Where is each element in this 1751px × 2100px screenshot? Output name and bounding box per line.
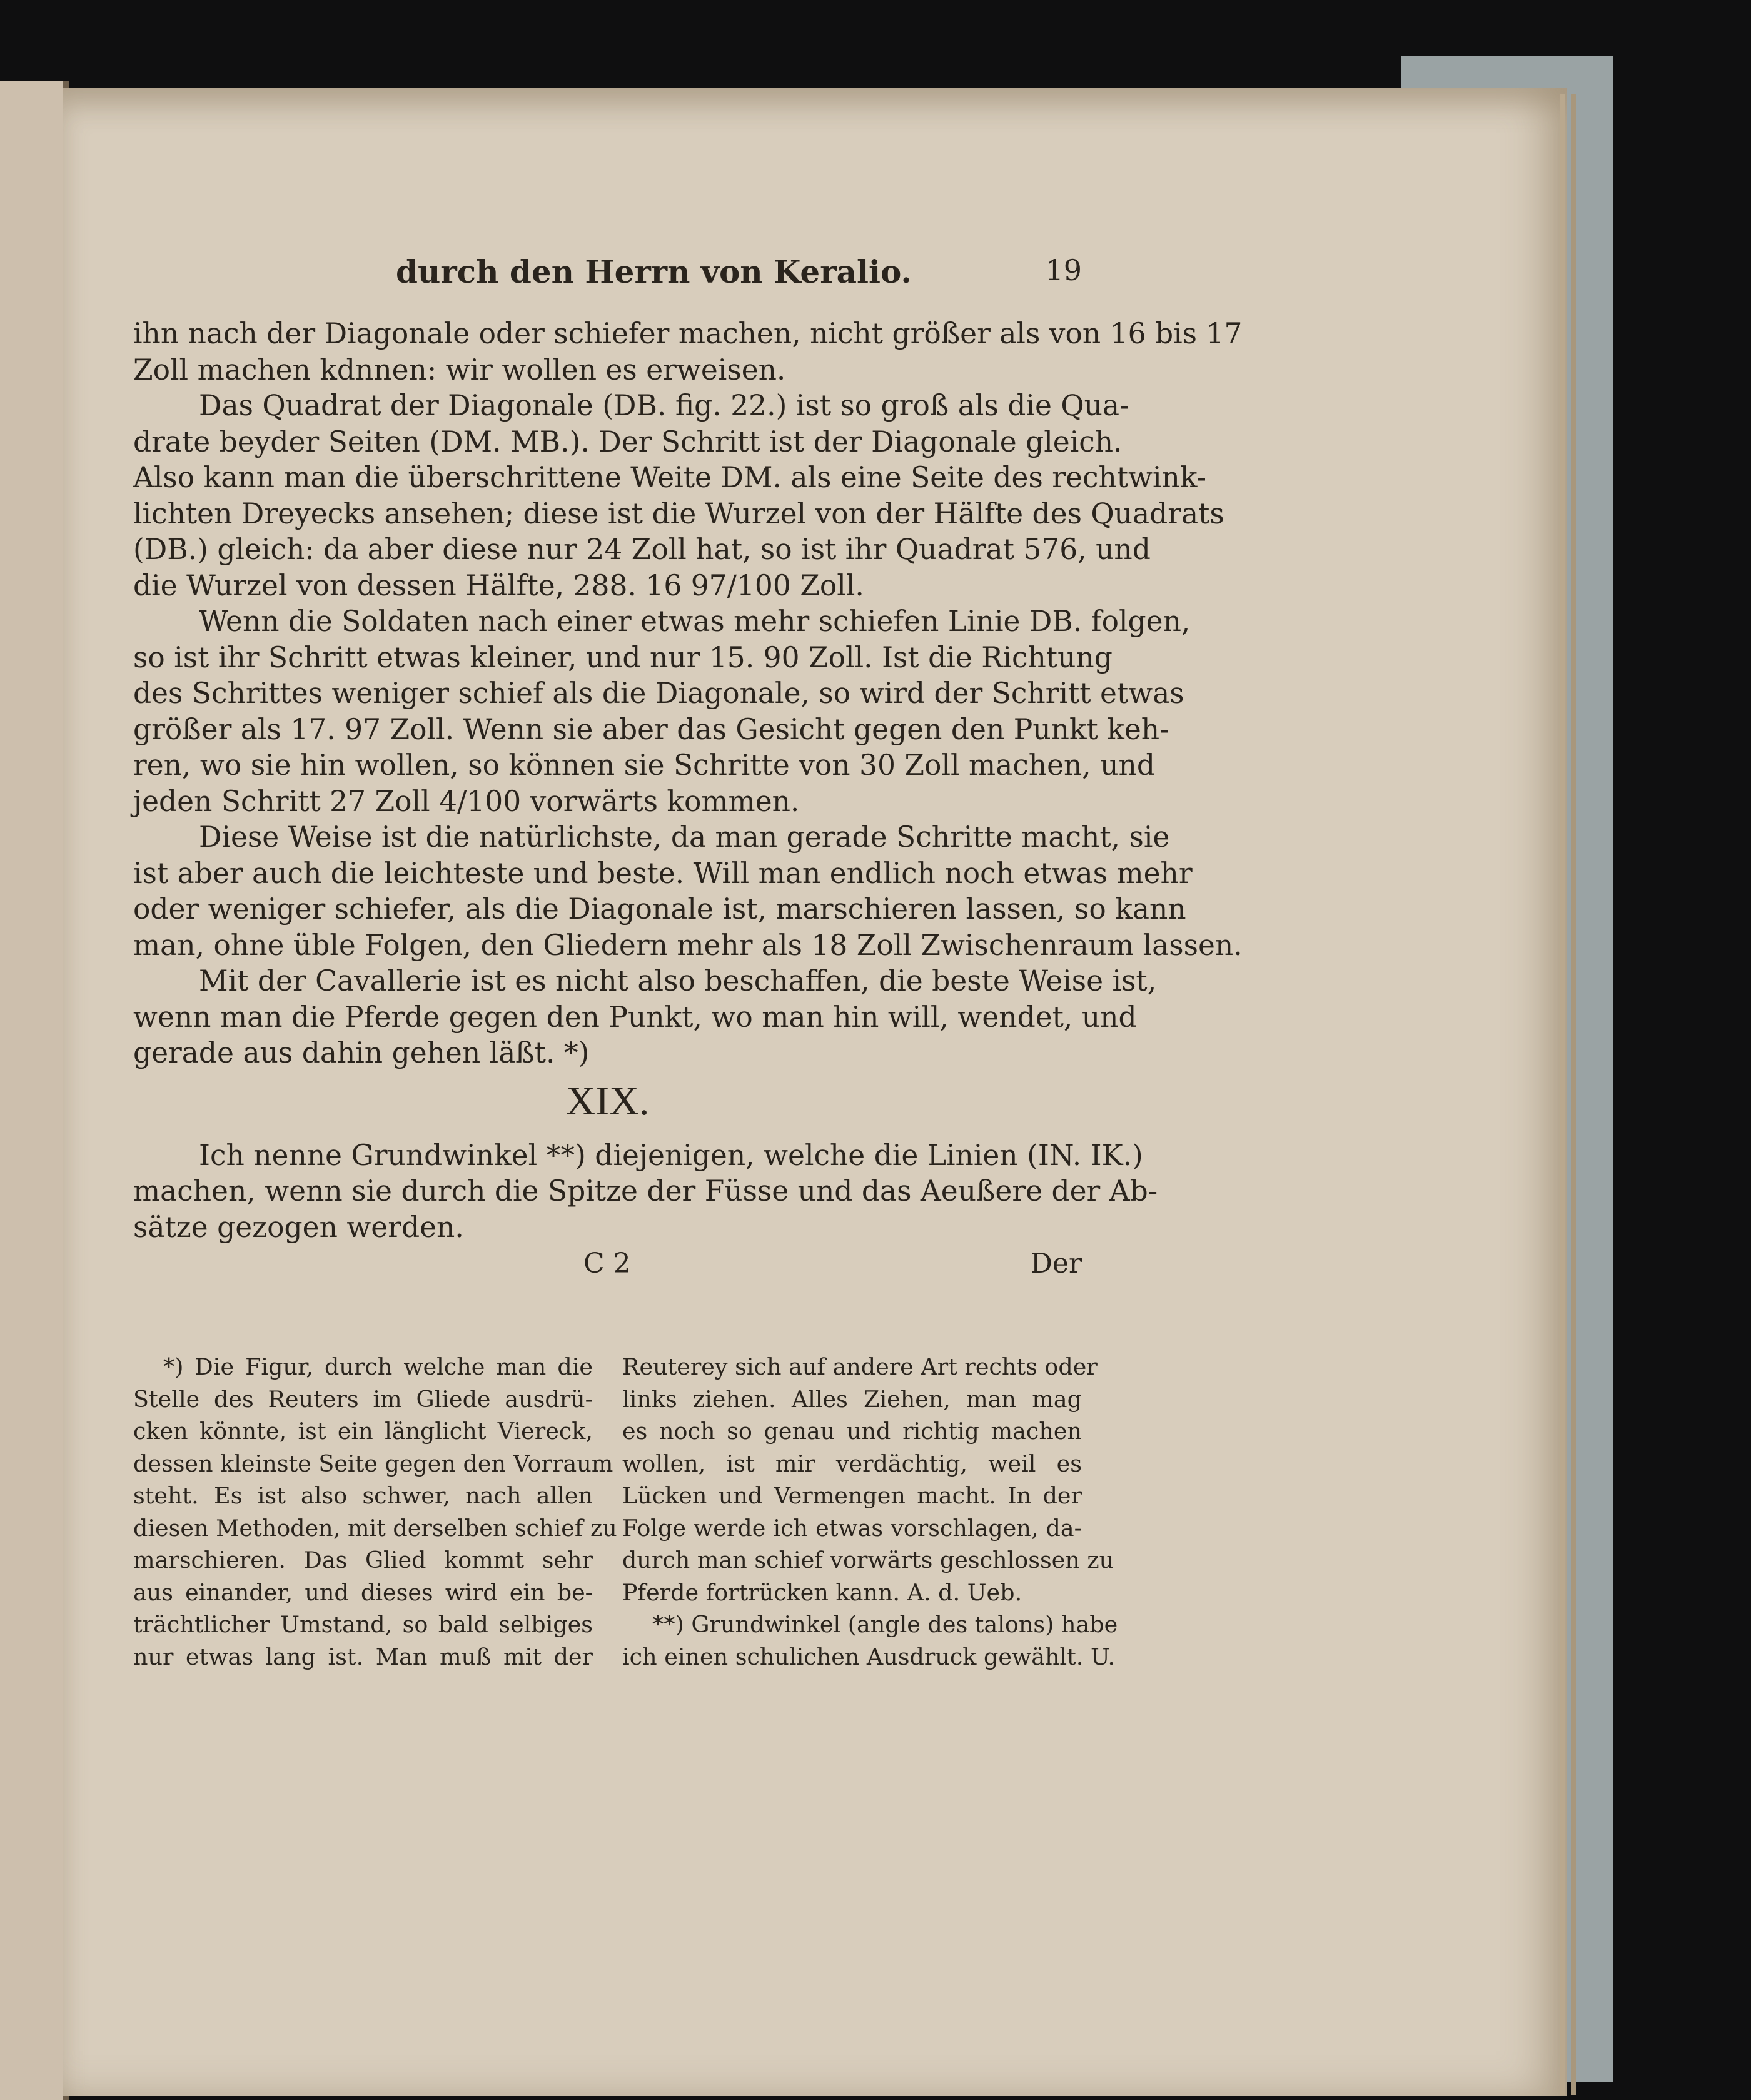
- body-text-line: Wenn die Soldaten nach einer etwas mehr schiefen Linie DB. folgen,: [199, 605, 1191, 638]
- footnote-line: durch man schief vorwärts geschlossen zu: [622, 1547, 1114, 1573]
- body-text-line: ren, wo sie hin wollen, so können sie Schritte von 30 Zoll machen, und: [133, 749, 1155, 782]
- body-text-line: des Schrittes weniger schief als die Diagonale, so wird der Schritt etwas: [133, 677, 1184, 710]
- footnote-line: ich einen schulichen Ausdruck gewählt. U.: [622, 1643, 1116, 1670]
- footnote-line: aus einander, und dieses wird ein be-: [133, 1578, 593, 1606]
- section-text: [133, 1138, 1158, 1246]
- footnote-line: wollen, ist mir verdächtig, weil es: [622, 1450, 1082, 1477]
- body-text-line: die Wurzel von dessen Hälfte, 288. 16 97/100 Zoll.: [133, 568, 864, 602]
- body-text-line: Diese Weise ist die natürlichste, da man gerade Schritte macht, sie: [199, 820, 1170, 854]
- section-text-line: sätze gezogen werden.: [133, 1210, 464, 1244]
- body-text-line: Das Quadrat der Diagonale (DB. fig. 22.) ist so groß als die Qua-: [199, 389, 1129, 422]
- footnote-line: marschieren. Das Glied kommt sehr: [133, 1547, 593, 1573]
- footnote-line: links ziehen. Alles Ziehen, man mag: [622, 1385, 1082, 1413]
- section-text-line: machen, wenn sie durch die Spitze der Füsse und das Aeußere der Ab-: [133, 1174, 1158, 1208]
- footnote-column-right: [622, 1351, 1118, 1673]
- section-heading: XIX.: [565, 1078, 650, 1124]
- footnote-line: Reuterey sich auf andere Art rechts oder: [622, 1353, 1098, 1380]
- body-text-line: jeden Schritt 27 Zoll 4/100 vorwärts kommen.: [133, 784, 800, 818]
- footnote-column-left: [133, 1351, 617, 1673]
- running-title: durch den Herrn von Keralio.: [396, 253, 912, 290]
- footnote-line: cken könnte, ist ein länglicht Viereck,: [133, 1418, 593, 1445]
- footnote-line: *) Die Figur, durch welche man die: [163, 1353, 593, 1380]
- page-content: [133, 253, 1243, 1291]
- body-text-line: Zoll machen kdnnen: wir wollen es erweisen.: [133, 353, 786, 386]
- footnote-line: trächtlicher Umstand, so bald selbiges: [133, 1611, 593, 1638]
- signature-mark: C 2: [583, 1248, 631, 1280]
- catchword: Der: [1030, 1248, 1082, 1280]
- section-text-line: Ich nenne Grundwinkel **) diejenigen, welche die Linien (IN. IK.): [199, 1138, 1143, 1172]
- previous-page-edge: [0, 81, 66, 2100]
- page-number: 19: [1045, 253, 1082, 287]
- body-text-line: so ist ihr Schritt etwas kleiner, und nur 15. 90 Zoll. Ist die Richtung: [133, 640, 1113, 674]
- body-text-line: gerade aus dahin gehen läßt. *): [133, 1036, 590, 1069]
- footnote-line: Lücken und Vermengen macht. In der: [622, 1482, 1082, 1509]
- body-text-line: drate beyder Seiten (DM. MB.). Der Schritt ist der Diagonale gleich.: [133, 425, 1123, 458]
- body-text-line: (DB.) gleich: da aber diese nur 24 Zoll hat, so ist ihr Quadrat 576, und: [133, 533, 1151, 566]
- footnote-line: dessen kleinste Seite gegen den Vorraum: [133, 1450, 613, 1477]
- footnote-line: nur etwas lang ist. Man muß mit der: [133, 1643, 593, 1670]
- body-text-line: größer als 17. 97 Zoll. Wenn sie aber das Gesicht gegen den Punkt keh-: [133, 712, 1169, 746]
- body-text-line: man, ohne üble Folgen, den Gliedern mehr als 18 Zoll Zwischenraum lassen.: [133, 928, 1243, 962]
- body-text-line: ist aber auch die leichteste und beste. Will man endlich noch etwas mehr: [133, 856, 1193, 890]
- page-header: [133, 253, 1082, 310]
- body-text-line: Mit der Cavallerie ist es nicht also beschaffen, die beste Weise ist,: [199, 964, 1157, 997]
- footnote-line: Folge werde ich etwas vorschlagen, da-: [622, 1514, 1082, 1542]
- page-footer: [133, 1248, 1082, 1291]
- body-text-line: ihn nach der Diagonale oder schiefer machen, nicht größer als von 16 bis 17: [133, 317, 1243, 350]
- footnote-line: **) Grundwinkel (angle des talons) habe: [652, 1611, 1118, 1638]
- body-text-line: oder weniger schiefer, als die Diagonale ist, marschieren lassen, so kann: [133, 892, 1186, 926]
- footnote-line: Stelle des Reuters im Gliede ausdrü-: [133, 1385, 593, 1413]
- body-text-line: lichten Dreyecks ansehen; diese ist die Wurzel von der Hälfte des Quadrats: [133, 497, 1224, 530]
- page-edge: [1560, 94, 1565, 2095]
- footnote-line: es noch so genau und richtig machen: [622, 1418, 1082, 1445]
- footnote-line: steht. Es ist also schwer, nach allen: [133, 1482, 593, 1509]
- body-text: [133, 316, 1243, 1071]
- body-text-line: Also kann man die überschrittene Weite DM. als eine Seite des rechtwink-: [133, 461, 1206, 494]
- page-edge: [1571, 94, 1576, 2095]
- footnote-line: diesen Methoden, mit derselben schief zu: [133, 1514, 617, 1542]
- body-text-line: wenn man die Pferde gegen den Punkt, wo man hin will, wendet, und: [133, 1000, 1137, 1034]
- footnote-line: Pferde fortrücken kann. A. d. Ueb.: [622, 1578, 1022, 1606]
- footnotes: [133, 1351, 1118, 1673]
